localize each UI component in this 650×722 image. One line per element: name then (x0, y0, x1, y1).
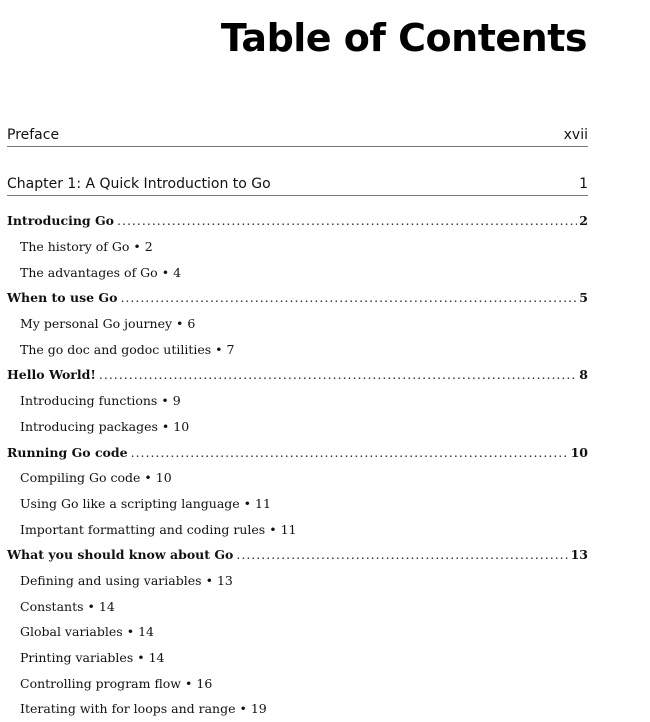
entry-label: Running Go code (7, 444, 128, 460)
preface-label: Preface (7, 127, 60, 143)
entry-label: Compiling Go code (20, 470, 141, 486)
entry-page-number: 7 (226, 341, 235, 357)
entry-label: Constants (20, 598, 84, 614)
entry-label: Defining and using variables (20, 572, 202, 588)
dot-leader (99, 367, 577, 382)
toc-section-entry[interactable] (7, 362, 588, 388)
bullet-separator: • (161, 264, 170, 280)
bullet-separator: • (161, 393, 169, 409)
dot-leader (117, 213, 577, 228)
entry-page-number: 13 (570, 547, 588, 563)
toc-subsection-entry[interactable] (7, 516, 588, 542)
bullet-separator: • (269, 521, 277, 537)
entry-page-number: 5 (579, 290, 588, 306)
entry-label: What you should know about Go (7, 547, 234, 563)
entry-label: Global variables (20, 624, 123, 640)
toc-subsection-entry[interactable] (7, 414, 588, 440)
entry-page-number: 10 (570, 444, 588, 460)
toc-subsection-entry[interactable] (7, 491, 588, 517)
toc-subsection-entry[interactable] (7, 645, 588, 671)
toc-subsection-entry[interactable] (7, 568, 588, 594)
entry-page-number: 14 (148, 650, 165, 666)
entry-page-number: 8 (579, 367, 588, 383)
entry-label: Hello World! (7, 367, 96, 383)
bullet-separator: • (176, 316, 184, 332)
toc-entry-list (7, 208, 588, 722)
bullet-separator: • (161, 418, 170, 434)
toc-subsection-entry[interactable] (7, 593, 588, 619)
dot-leader (131, 445, 569, 460)
entry-label: Important formatting and coding rules (20, 521, 266, 537)
toc-subsection-entry[interactable] (7, 234, 588, 260)
toc-subsection-entry[interactable] (7, 388, 588, 414)
entry-label: Using Go like a scripting language (20, 495, 240, 511)
chapter-page-number: 1 (579, 176, 588, 192)
toc-subsection-entry[interactable] (7, 696, 588, 722)
entry-page-number: 10 (155, 470, 172, 486)
toc-section-entry[interactable] (7, 439, 588, 465)
entry-page-number: 10 (173, 418, 190, 434)
chapter-1-entry[interactable] (7, 173, 588, 196)
entry-label: Introducing functions (20, 393, 158, 409)
page-title: Table of Contents (220, 16, 587, 60)
entry-page-number: 2 (144, 239, 153, 255)
entry-page-number: 6 (187, 316, 196, 332)
entry-page-number: 11 (280, 521, 297, 537)
entry-page-number: 9 (172, 393, 181, 409)
bullet-separator: • (87, 598, 95, 614)
preface-page-number: xvii (563, 127, 588, 143)
toc-subsection-entry[interactable] (7, 259, 588, 285)
bullet-separator: • (239, 701, 247, 717)
bullet-separator: • (243, 495, 252, 511)
entry-page-number: 19 (250, 701, 267, 717)
entry-page-number: 16 (196, 675, 213, 691)
entry-label: My personal Go journey (20, 316, 173, 332)
entry-page-number: 13 (216, 572, 233, 588)
entry-label: The advantages of Go (20, 264, 158, 280)
preface-entry[interactable] (7, 124, 588, 147)
entry-label: The go doc and godoc utilities (20, 341, 212, 357)
entry-label: Introducing packages (20, 418, 158, 434)
bullet-separator: • (133, 239, 141, 255)
bullet-separator: • (185, 675, 193, 691)
bullet-separator: • (137, 650, 145, 666)
chapter-label: Chapter 1: A Quick Introduction to Go (7, 176, 271, 192)
entry-page-number: 14 (138, 624, 154, 640)
toc-subsection-entry[interactable] (7, 619, 588, 645)
bullet-separator: • (144, 470, 152, 486)
entry-page-number: 14 (98, 598, 115, 614)
dot-leader (236, 547, 568, 562)
toc-section-entry[interactable] (7, 542, 588, 568)
bullet-separator: • (126, 624, 135, 640)
toc-subsection-entry[interactable] (7, 336, 588, 362)
bullet-separator: • (205, 572, 213, 588)
toc-subsection-entry[interactable] (7, 465, 588, 491)
entry-page-number: 4 (173, 264, 182, 280)
entry-label: Controlling program flow (20, 675, 182, 691)
toc-section-entry[interactable] (7, 208, 588, 234)
bullet-separator: • (215, 341, 223, 357)
entry-page-number: 11 (255, 495, 271, 511)
entry-label: Introducing Go (7, 213, 115, 229)
entry-page-number: 2 (579, 213, 588, 229)
toc-subsection-entry[interactable] (7, 311, 588, 337)
entry-label: When to use Go (7, 290, 118, 306)
entry-label: The history of Go (20, 239, 130, 255)
toc-section-entry[interactable] (7, 285, 588, 311)
toc-subsection-entry[interactable] (7, 670, 588, 696)
entry-label: Printing variables (20, 650, 134, 666)
dot-leader (120, 290, 577, 305)
entry-label: Iterating with for loops and range (20, 701, 236, 717)
